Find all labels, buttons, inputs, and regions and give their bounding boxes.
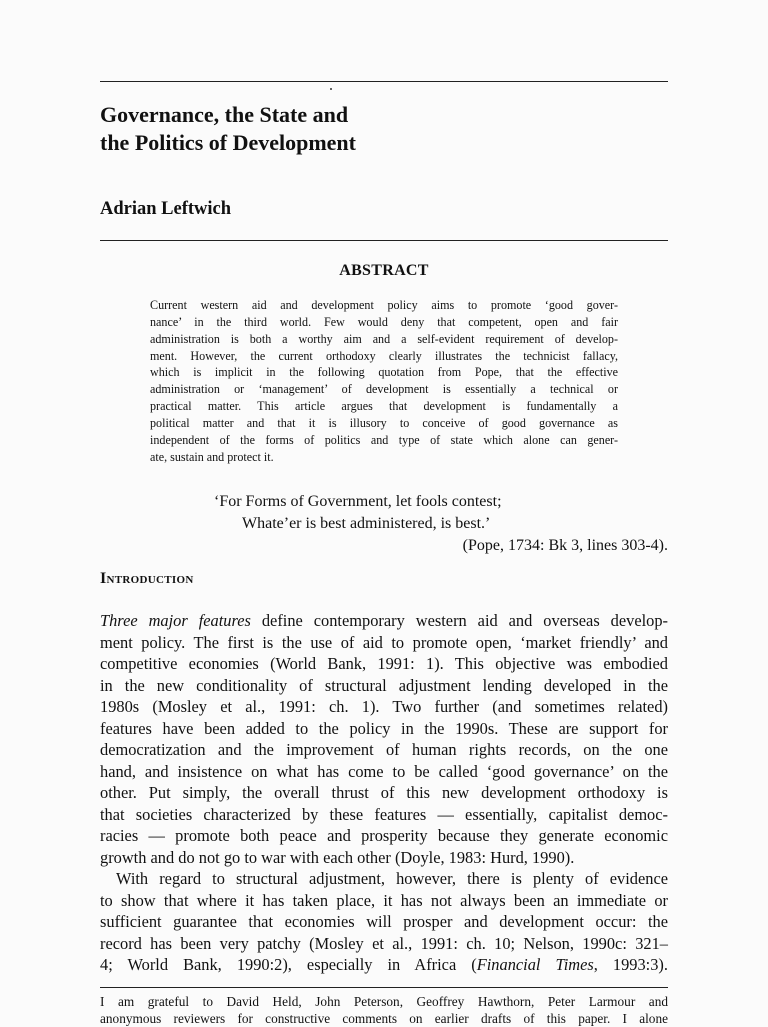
epigraph [100, 491, 668, 557]
body-line: growth and do not go to war with each other (Doyle, 1983: Hurd, 1990). [100, 847, 575, 867]
top-rule [100, 81, 668, 82]
body-line [100, 610, 668, 632]
title-line-2: the Politics of Development [100, 130, 356, 155]
section-heading-introduction: Introduction [100, 570, 194, 587]
body-line-after: , 1993:3). [593, 955, 668, 974]
epigraph-line-1: ‘For Forms of Government, let fools contest; [214, 493, 502, 510]
body-line: in the new conditionality of structural adjustment lending developed in the [100, 675, 668, 695]
abstract-line: practical matter. This article argues that development is fundamentally a [150, 399, 618, 414]
abstract-line: administration is both a worthy aim and a self-evident requirement of develop- [150, 331, 618, 346]
body-line: to show that where it has taken place, it has not always been an immediate or [100, 890, 668, 910]
lead-italic: Three major features [100, 611, 251, 630]
article-title [100, 101, 668, 157]
scan-speck [330, 88, 332, 90]
body-line [100, 954, 668, 976]
footnote-rule [100, 987, 668, 988]
abstract-line: nance’ in the third world. Few would deny that competent, open and fair [150, 314, 618, 329]
footnote-line: anonymous reviewers for constructive comments on earlier drafts of this paper. I alone [100, 1011, 668, 1026]
epigraph-line-2: Whate’er is best administered, is best.’ [242, 515, 491, 532]
body-line-before: 4; World Bank, 1990:2), especially in Africa ( [100, 955, 477, 974]
body-line: 1980s (Mosley et al., 1991: ch. 1). Two further (and sometimes related) [100, 697, 668, 716]
body-line: record has been very patchy (Mosley et al., 1991: ch. 10; Nelson, 1990c: 321– [100, 933, 668, 953]
body-line: sufficient guarantee that economies will prosper and development occur: the [100, 912, 668, 931]
abstract-line: administration or ‘management’ of development is essentially a technical or [150, 382, 618, 397]
title-line-1: Governance, the State and [100, 102, 349, 127]
footnote [100, 993, 668, 1027]
body-line-rest: define contemporary western aid and overseas develop- [250, 611, 669, 630]
body-line: democratization and the improvement of human rights records, on the one [100, 740, 668, 759]
body-line: competitive economies (World Bank, 1991: 1). This objective was embodied [100, 654, 668, 673]
author-name: Adrian Leftwich [100, 199, 232, 219]
body-line: With regard to structural adjustment, however, there is plenty of evidence [116, 869, 668, 888]
journal-title: Financial Times [476, 955, 594, 974]
abstract-body [150, 297, 618, 465]
body-line: hand, and insistence on what has come to be called ‘good governance’ on the [100, 761, 668, 781]
epigraph-citation: (Pope, 1734: Bk 3, lines 303-4). [462, 537, 668, 554]
abstract-line: Current western aid and development policy aims to promote ‘good gover- [150, 298, 618, 312]
abstract-line: political matter and that it is illusory to conceive of good governance as [150, 415, 618, 430]
body-line: ment policy. The first is the use of aid to promote open, ‘market friendly’ and [100, 632, 668, 652]
abstract-line: independent of the forms of politics and type of state which alone can gener- [150, 432, 618, 447]
abstract-line: ment. However, the current orthodoxy clearly illustrates the technicist fallacy, [150, 348, 618, 363]
abstract-heading: ABSTRACT [339, 262, 429, 279]
body-line: racies — promote both peace and prosperity because they generate economic [100, 826, 668, 845]
footnote-line: I am grateful to David Held, John Peterson, Geoffrey Hawthorn, Peter Larmour and [100, 994, 668, 1009]
body-line: features have been added to the policy in the 1990s. These are support for [100, 718, 668, 738]
body-line: that societies characterized by these features — essentially, capitalist democ- [100, 804, 668, 824]
abstract-line: which is implicit in the following quotation from Pope, that the effective [150, 365, 618, 380]
body-line: other. Put simply, the overall thrust of this new development orthodoxy is [100, 783, 668, 802]
header-rule [100, 240, 668, 241]
introduction-body [100, 610, 668, 976]
abstract-line: ate, sustain and protect it. [150, 449, 274, 464]
